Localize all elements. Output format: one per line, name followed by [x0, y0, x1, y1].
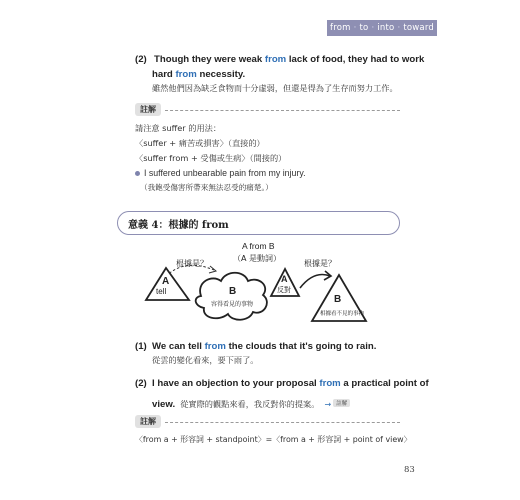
sentence-text: necessity. [196, 69, 246, 80]
left-cloud-text: 容得看見的事物 [211, 301, 254, 308]
sentence-text: Though they were weak [154, 54, 265, 65]
note-line: 〈suffer + 痛苦或損害〉（直接的） [135, 138, 265, 148]
note-line: 〈suffer from + 受傷或生病〉（間接的） [135, 153, 287, 163]
sentence-text: a practical point of [340, 378, 429, 389]
highlighted-word: from [175, 69, 197, 80]
header-tab-word: to [359, 23, 369, 33]
right-question: 根據是？ [304, 259, 336, 268]
sentence-4-1-translation: 從雲的變化看來，要下雨了。 [152, 355, 259, 365]
sentence-4-2-number: (2) [135, 378, 147, 389]
note-2-line: 〈from a + 形容詞 + standpoint〉=〈from a + 形容詞 + point of view〉 [135, 435, 412, 444]
sentence-text: I have an objection to your proposal [152, 378, 320, 389]
highlighted-word: from [319, 378, 341, 389]
sentence-4-2-line-2-en: view. [152, 399, 176, 410]
right-triangle-a-label: A [281, 274, 288, 284]
sentence-4-1-number: (1) [135, 341, 147, 352]
header-tab-word: from [330, 23, 351, 33]
sentence-4-2-line-2-zh: 從實際的觀點來看，我反對你的提案。 [180, 399, 320, 409]
right-arrow [300, 275, 330, 289]
left-triangle-a-label: A [162, 276, 170, 287]
left-triangle-verb: tell [156, 287, 167, 296]
section-title: 意義 4：根據的 from [128, 219, 229, 231]
highlighted-word: from [204, 341, 226, 352]
header-tab-word: toward [403, 23, 434, 33]
right-triangle-text: 相據看不見的事物 [320, 311, 365, 317]
sentence-text: hard [152, 69, 176, 80]
note-example-translation: （我飽受傷害所帶來無法忍受的痛楚。） [140, 183, 273, 192]
note-example-text: I suffered unbearable pain from my injury. [144, 168, 306, 178]
tab-separator: · [397, 23, 401, 33]
header-tab-word: into [377, 23, 395, 33]
sentence-text: lack of food, they had to work [286, 54, 425, 65]
note-divider [165, 422, 400, 423]
note-tag: 註解 [135, 103, 161, 116]
note-reference-tag: 註解 [333, 399, 350, 407]
sentence-2-translation: 雖然他們因為缺乏食物而十分虛弱，但還是得為了生存而努力工作。 [152, 83, 398, 93]
diagram-subcaption: （A 是動詞） [233, 254, 282, 263]
sentence-4-2-line-2 [152, 392, 350, 411]
sentence-2-number: (2) [135, 54, 147, 65]
note-line: 請注意 suffer 的用法： [135, 123, 222, 133]
tab-separator: · [353, 23, 357, 33]
sentence-text: the clouds that it's going to rain. [225, 341, 377, 352]
page-number: 83 [404, 465, 415, 475]
arrow-right-icon: → [324, 400, 332, 409]
left-question: 根據是？ [176, 259, 208, 268]
left-cloud-b-label: B [229, 286, 237, 297]
highlighted-word: from [264, 54, 287, 65]
sentence-4-1-line-1 [152, 341, 376, 352]
diagram-caption: A from B [242, 241, 275, 251]
tab-separator: · [371, 23, 375, 33]
sentence-4-2-line-1 [152, 378, 429, 389]
sentence-text: We can tell [152, 341, 205, 352]
note-tag: 註解 [135, 415, 161, 428]
right-triangle-verb: 反對 [277, 286, 291, 294]
right-triangle-b-label: B [334, 294, 342, 305]
